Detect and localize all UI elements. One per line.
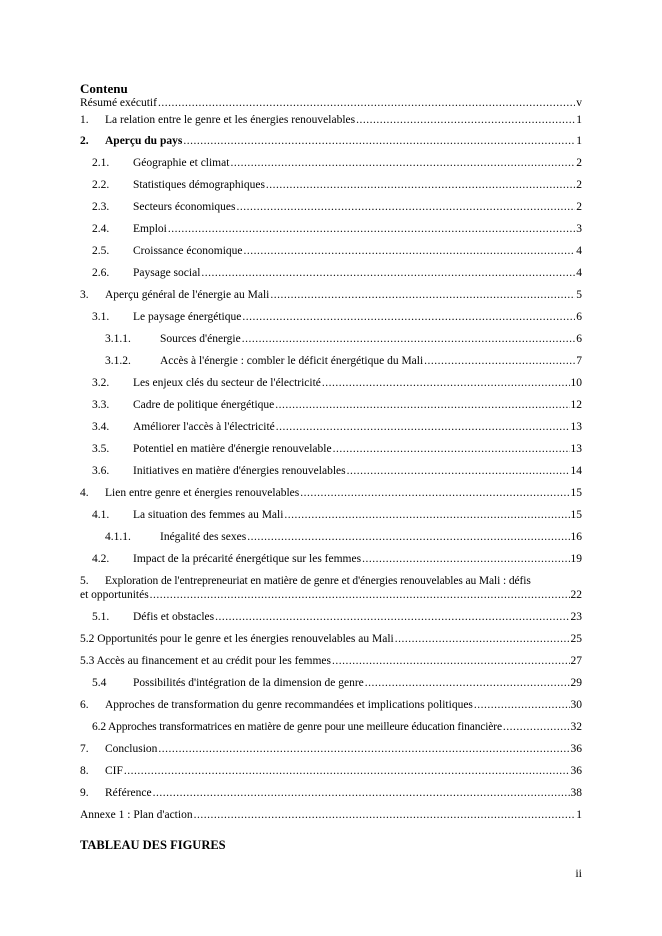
toc-entry-label: Accès à l'énergie : combler le déficit énergétique du Mali	[160, 355, 424, 367]
toc-entry-number: 4.1.	[92, 509, 110, 521]
toc-leader-dots	[362, 552, 569, 566]
toc-entry-label: Sources d'énergie	[160, 333, 241, 345]
toc-entry-number: 7.	[80, 743, 89, 755]
toc-entry-label: Améliorer l'accès à l'électricité	[133, 421, 275, 433]
toc-leader-dots	[424, 354, 575, 368]
toc-entry-page: 36	[570, 743, 582, 755]
toc-entry-number: 2.	[80, 135, 89, 147]
toc-entry-page: 3	[576, 223, 582, 235]
toc-leader-dots	[503, 720, 570, 734]
toc-entry-3[interactable]	[80, 288, 582, 302]
toc-entry-number: 2.3.	[92, 201, 110, 213]
toc-entry-page: 19	[570, 553, 582, 565]
toc-entry-page: 12	[570, 399, 582, 411]
toc-entry-2-5[interactable]	[80, 244, 582, 258]
toc-entry-label: Possibilités d'intégration de la dimension de genre	[133, 677, 364, 689]
toc-entry-resume[interactable]	[80, 96, 582, 110]
toc-entry-label: La situation des femmes au Mali	[133, 509, 284, 521]
toc-entry-label: CIF	[105, 765, 123, 777]
toc-entry-page: 2	[576, 201, 582, 213]
toc-entry-number: 3.2.	[92, 377, 110, 389]
toc-leader-dots	[356, 113, 575, 127]
toc-entry-1[interactable]	[80, 113, 582, 127]
toc-entry-4-2[interactable]	[80, 552, 582, 566]
toc-entry-page: 32	[570, 721, 582, 733]
toc-entry-label: Statistiques démographiques	[133, 179, 265, 191]
toc-entry-number: 3.	[80, 289, 89, 301]
toc-entry-number: 5.	[80, 575, 89, 587]
toc-entry-5-1[interactable]	[80, 610, 582, 624]
toc-entry-number: 3.1.2.	[105, 355, 131, 367]
toc-leader-dots	[158, 96, 575, 110]
toc-entry-label: Inégalité des sexes	[160, 531, 247, 543]
toc-entry-continuation	[80, 588, 582, 602]
toc-leader-dots	[150, 588, 570, 602]
toc-entry-label: Les enjeux clés du secteur de l'électricité	[133, 377, 321, 389]
toc-entry-page: 30	[570, 699, 582, 711]
toc-entry-page: 23	[570, 611, 582, 623]
toc-entry-number: 3.3.	[92, 399, 110, 411]
toc-entry-number: 2.1.	[92, 157, 110, 169]
toc-entry-label: 5.3 Accès au financement et au crédit pour les femmes	[80, 655, 331, 667]
toc-entry-label: Conclusion	[105, 743, 158, 755]
table-of-contents	[80, 96, 582, 822]
page-number: ii	[575, 866, 582, 880]
toc-entry-8[interactable]	[80, 764, 582, 778]
toc-entry-first-line	[80, 574, 582, 588]
toc-entry-3-1-2[interactable]	[80, 354, 582, 368]
toc-entry-label: Défis et obstacles	[133, 611, 215, 623]
toc-entry-page: 4	[576, 245, 582, 257]
toc-entry-9[interactable]	[80, 786, 582, 800]
toc-entry-7[interactable]	[80, 742, 582, 756]
toc-entry-label: Référence	[105, 787, 152, 799]
toc-entry-page: 15	[570, 509, 582, 521]
toc-entry-page: 16	[570, 531, 582, 543]
toc-entry-2-1[interactable]	[80, 156, 582, 170]
toc-entry-number: 5.4	[92, 677, 107, 689]
toc-entry-label: Approches de transformation du genre recommandées et implications politiques	[105, 699, 473, 711]
toc-entry-page: v	[576, 97, 582, 109]
toc-leader-dots	[395, 632, 570, 646]
toc-entry-page: 29	[570, 677, 582, 689]
toc-entry-label: Lien entre genre et énergies renouvelables	[105, 487, 300, 499]
toc-entry-annexe-1[interactable]	[80, 808, 582, 822]
toc-entry-5[interactable]	[80, 574, 582, 602]
toc-entry-3-1-1[interactable]	[80, 332, 582, 346]
toc-leader-dots	[215, 610, 569, 624]
toc-entry-number: 3.1.1.	[105, 333, 131, 345]
toc-leader-dots	[270, 288, 575, 302]
toc-entry-page: 38	[570, 787, 582, 799]
toc-leader-dots	[347, 464, 570, 478]
toc-leader-dots	[365, 676, 570, 690]
toc-leader-dots	[230, 156, 575, 170]
toc-entry-label: Annexe 1 : Plan d'action	[80, 809, 193, 821]
toc-leader-dots	[158, 742, 569, 756]
toc-entry-label: Secteurs économiques	[133, 201, 236, 213]
toc-entry-5-2[interactable]	[80, 632, 582, 646]
toc-leader-dots	[322, 376, 570, 390]
toc-leader-dots	[201, 266, 575, 280]
toc-leader-dots	[300, 486, 569, 500]
toc-entry-label: Paysage social	[133, 267, 201, 279]
toc-title: Contenu	[80, 81, 128, 96]
toc-entry-page: 6	[576, 311, 582, 323]
toc-entry-page: 36	[570, 765, 582, 777]
toc-entry-page: 14	[570, 465, 582, 477]
toc-entry-page: 2	[576, 157, 582, 169]
toc-entry-2-4[interactable]	[80, 222, 582, 236]
toc-entry-page: 7	[576, 355, 582, 367]
toc-entry-4-1[interactable]	[80, 508, 582, 522]
toc-entry-label: Aperçu du pays	[105, 135, 183, 147]
toc-leader-dots	[333, 442, 570, 456]
toc-entry-label-continued: et opportunités	[80, 589, 149, 601]
toc-entry-number: 4.2.	[92, 553, 110, 565]
toc-entry-number: 5.1.	[92, 611, 110, 623]
toc-entry-2[interactable]	[80, 134, 582, 148]
toc-entry-page: 2	[576, 179, 582, 191]
toc-entry-page: 1	[576, 114, 582, 126]
toc-entry-number: 6.	[80, 699, 89, 711]
toc-entry-number: 4.	[80, 487, 89, 499]
toc-leader-dots	[332, 654, 570, 668]
toc-entry-6[interactable]	[80, 698, 582, 712]
toc-entry-number: 3.5.	[92, 443, 110, 455]
toc-entry-label: Le paysage énergétique	[133, 311, 242, 323]
toc-entry-label: Aperçu général de l'énergie au Mali	[105, 289, 270, 301]
toc-entry-page: 13	[570, 421, 582, 433]
toc-entry-page: 27	[570, 655, 582, 667]
toc-entry-label: La relation entre le genre et les énergies renouvelables	[105, 114, 356, 126]
toc-leader-dots	[183, 134, 575, 148]
toc-entry-3-3[interactable]	[80, 398, 582, 412]
toc-entry-3-5[interactable]	[80, 442, 582, 456]
toc-leader-dots	[474, 698, 570, 712]
toc-entry-number: 2.2.	[92, 179, 110, 191]
toc-entry-label: 6.2 Approches transformatrices en matière de genre pour une meilleure éducation financière	[92, 721, 502, 733]
toc-leader-dots	[276, 420, 570, 434]
toc-entry-page: 22	[570, 589, 582, 601]
toc-entry-number: 1.	[80, 114, 89, 126]
toc-entry-page: 13	[570, 443, 582, 455]
toc-entry-label: 5.2 Opportunités pour le genre et les énergies renouvelables au Mali	[80, 633, 394, 645]
toc-entry-page: 10	[570, 377, 582, 389]
toc-leader-dots	[284, 508, 569, 522]
toc-entry-number: 3.4.	[92, 421, 110, 433]
toc-leader-dots	[124, 764, 570, 778]
toc-entry-label: Exploration de l'entrepreneuriat en matière de genre et d'énergies renouvelables au Mali : défis	[105, 575, 531, 587]
toc-leader-dots	[244, 244, 576, 258]
toc-entry-label: Cadre de politique énergétique	[133, 399, 275, 411]
toc-entry-3-1[interactable]	[80, 310, 582, 324]
toc-leader-dots	[242, 310, 575, 324]
toc-entry-number: 4.1.1.	[105, 531, 131, 543]
figures-table-heading: TABLEAU DES FIGURES	[80, 838, 226, 852]
toc-entry-2-3[interactable]	[80, 200, 582, 214]
toc-leader-dots	[242, 332, 576, 346]
toc-entry-number: 2.4.	[92, 223, 110, 235]
toc-entry-number: 2.6.	[92, 267, 110, 279]
toc-leader-dots	[266, 178, 575, 192]
toc-leader-dots	[275, 398, 569, 412]
toc-entry-4[interactable]	[80, 486, 582, 500]
toc-entry-label: Résumé exécutif	[80, 97, 157, 109]
toc-entry-4-1-1[interactable]	[80, 530, 582, 544]
toc-entry-number: 3.1.	[92, 311, 110, 323]
toc-entry-label: Croissance économique	[133, 245, 243, 257]
toc-entry-3-2[interactable]	[80, 376, 582, 390]
toc-leader-dots	[168, 222, 575, 236]
toc-entry-number: 2.5.	[92, 245, 110, 257]
toc-entry-2-2[interactable]	[80, 178, 582, 192]
toc-entry-6-2[interactable]	[80, 720, 582, 734]
toc-entry-label: Emploi	[133, 223, 167, 235]
toc-entry-3-6[interactable]	[80, 464, 582, 478]
toc-entry-number: 9.	[80, 787, 89, 799]
toc-leader-dots	[247, 530, 569, 544]
toc-leader-dots	[194, 808, 576, 822]
toc-entry-label: Impact de la précarité énergétique sur les femmes	[133, 553, 362, 565]
toc-entry-label: Géographie et climat	[133, 157, 230, 169]
toc-entry-page: 25	[570, 633, 582, 645]
toc-entry-page: 1	[576, 135, 582, 147]
toc-entry-5-4[interactable]	[80, 676, 582, 690]
toc-entry-3-4[interactable]	[80, 420, 582, 434]
toc-entry-label: Potentiel en matière d'énergie renouvelable	[133, 443, 332, 455]
toc-leader-dots	[237, 200, 576, 214]
toc-entry-page: 6	[576, 333, 582, 345]
toc-entry-label: Initiatives en matière d'énergies renouvelables	[133, 465, 346, 477]
toc-entry-page: 1	[576, 809, 582, 821]
toc-leader-dots	[153, 786, 570, 800]
toc-entry-page: 15	[570, 487, 582, 499]
toc-entry-page: 5	[576, 289, 582, 301]
toc-entry-number: 8.	[80, 765, 89, 777]
toc-entry-2-6[interactable]	[80, 266, 582, 280]
toc-entry-number: 3.6.	[92, 465, 110, 477]
toc-entry-page: 4	[576, 267, 582, 279]
toc-entry-5-3[interactable]	[80, 654, 582, 668]
